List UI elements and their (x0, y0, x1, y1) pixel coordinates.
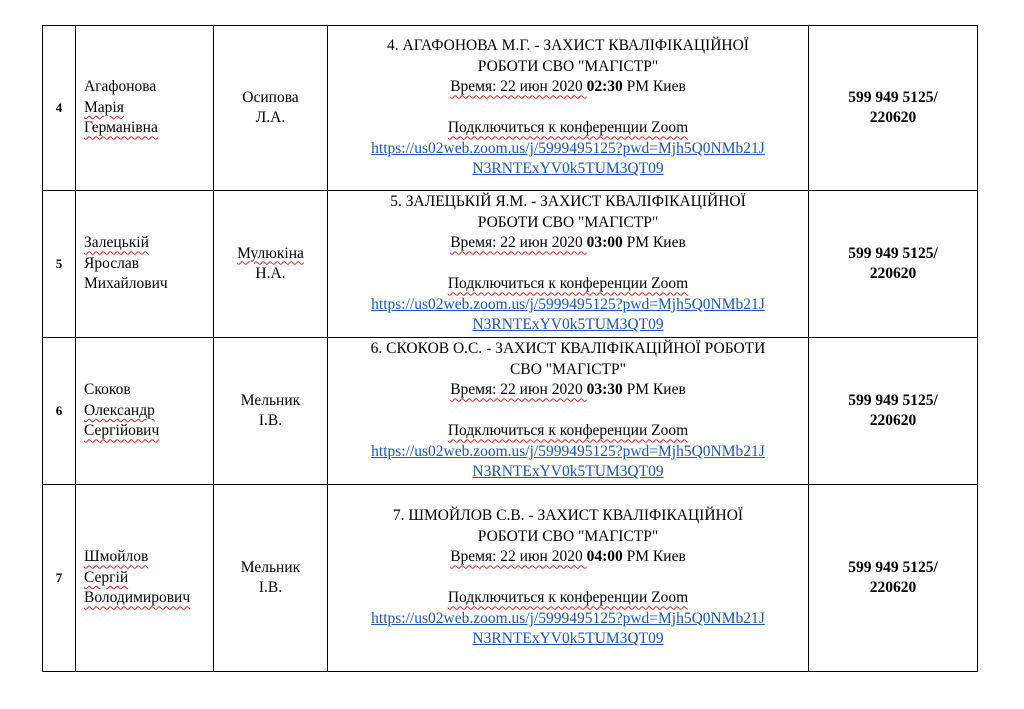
defense-schedule-table (42, 25, 978, 672)
join-conference-text: Подключиться к конференции Zoom (447, 119, 689, 137)
session-info (328, 338, 809, 485)
session-title: 7. ШМОЙЛОВ С.В. - ЗАХИСТ КВАЛІФІКАЦІЙНОЇ (392, 507, 744, 525)
session-info (328, 191, 809, 338)
session-title: 5. ЗАЛЕЦЬКІЙ Я.М. - ЗАХИСТ КВАЛІФІКАЦІЙНОЇ (390, 193, 746, 211)
session-title: РОБОТИ СВО "МАГІСТР" (477, 57, 659, 75)
session-title: 6. СКОКОВ О.С. - ЗАХИСТ КВАЛІФІКАЦІЙНОЇ РОБОТИ (370, 340, 766, 358)
meeting-id-password: 599 949 5125/ 220620 (809, 191, 978, 338)
zoom-link[interactable]: https://us02web.zoom.us/j/5999495125?pwd=Mjh5Q0NMb21J N3RNTExYV0k5TUM3QT09 (371, 295, 765, 334)
session-info (328, 485, 809, 672)
zoom-link[interactable]: https://us02web.zoom.us/j/5999495125?pwd=Mjh5Q0NMb21J N3RNTExYV0k5TUM3QT09 (371, 139, 765, 178)
session-time: Время: 22 июн 2020 02:30 PM Киев (450, 78, 686, 96)
row-number: 5 (43, 191, 76, 338)
supervisor-name: Мулюкіна Н.А. (214, 191, 328, 338)
row-number: 4 (43, 26, 76, 191)
supervisor-name: Мельник І.В. (214, 338, 328, 485)
table-row (43, 191, 978, 338)
meeting-id-password: 599 949 5125/ 220620 (809, 485, 978, 672)
zoom-link[interactable]: https://us02web.zoom.us/j/5999495125?pwd=Mjh5Q0NMb21J N3RNTExYV0k5TUM3QT09 (371, 442, 765, 481)
join-conference-text: Подключиться к конференции Zoom (447, 275, 689, 293)
session-time: Время: 22 июн 2020 03:00 PM Киев (450, 234, 686, 252)
join-conference-text: Подключиться к конференции Zoom (447, 589, 689, 607)
session-title: РОБОТИ СВО "МАГІСТР" (477, 213, 659, 231)
meeting-id-password: 599 949 5125/ 220620 (809, 338, 978, 485)
join-conference-text: Подключиться к конференции Zoom (447, 422, 689, 440)
zoom-link[interactable]: https://us02web.zoom.us/j/5999495125?pwd=Mjh5Q0NMb21J N3RNTExYV0k5TUM3QT09 (371, 609, 765, 648)
supervisor-name: Мельник І.В. (214, 485, 328, 672)
row-number: 6 (43, 338, 76, 485)
session-title: РОБОТИ СВО "МАГІСТР" (477, 527, 659, 545)
supervisor-name: Осипова Л.А. (214, 26, 328, 191)
student-name: Шмойлов Сергій Володимирович (76, 485, 214, 672)
session-title: СВО "МАГІСТР" (510, 360, 626, 378)
session-title: 4. АГАФОНОВА М.Г. - ЗАХИСТ КВАЛІФІКАЦІЙНОЇ (387, 37, 749, 55)
table-row (43, 26, 978, 191)
meeting-id-password: 599 949 5125/ 220620 (809, 26, 978, 191)
table-row (43, 485, 978, 672)
session-time: Время: 22 июн 2020 04:00 PM Киев (450, 548, 686, 566)
student-name: Залецькій Ярослав Михайлович (76, 191, 214, 338)
student-name: Скоков Олександр Сергійович (76, 338, 214, 485)
row-number: 7 (43, 485, 76, 672)
session-time: Время: 22 июн 2020 03:30 PM Киев (450, 381, 686, 399)
student-name: Агафонова Марія Германівна (76, 26, 214, 191)
session-info (328, 26, 809, 191)
table-row (43, 338, 978, 485)
